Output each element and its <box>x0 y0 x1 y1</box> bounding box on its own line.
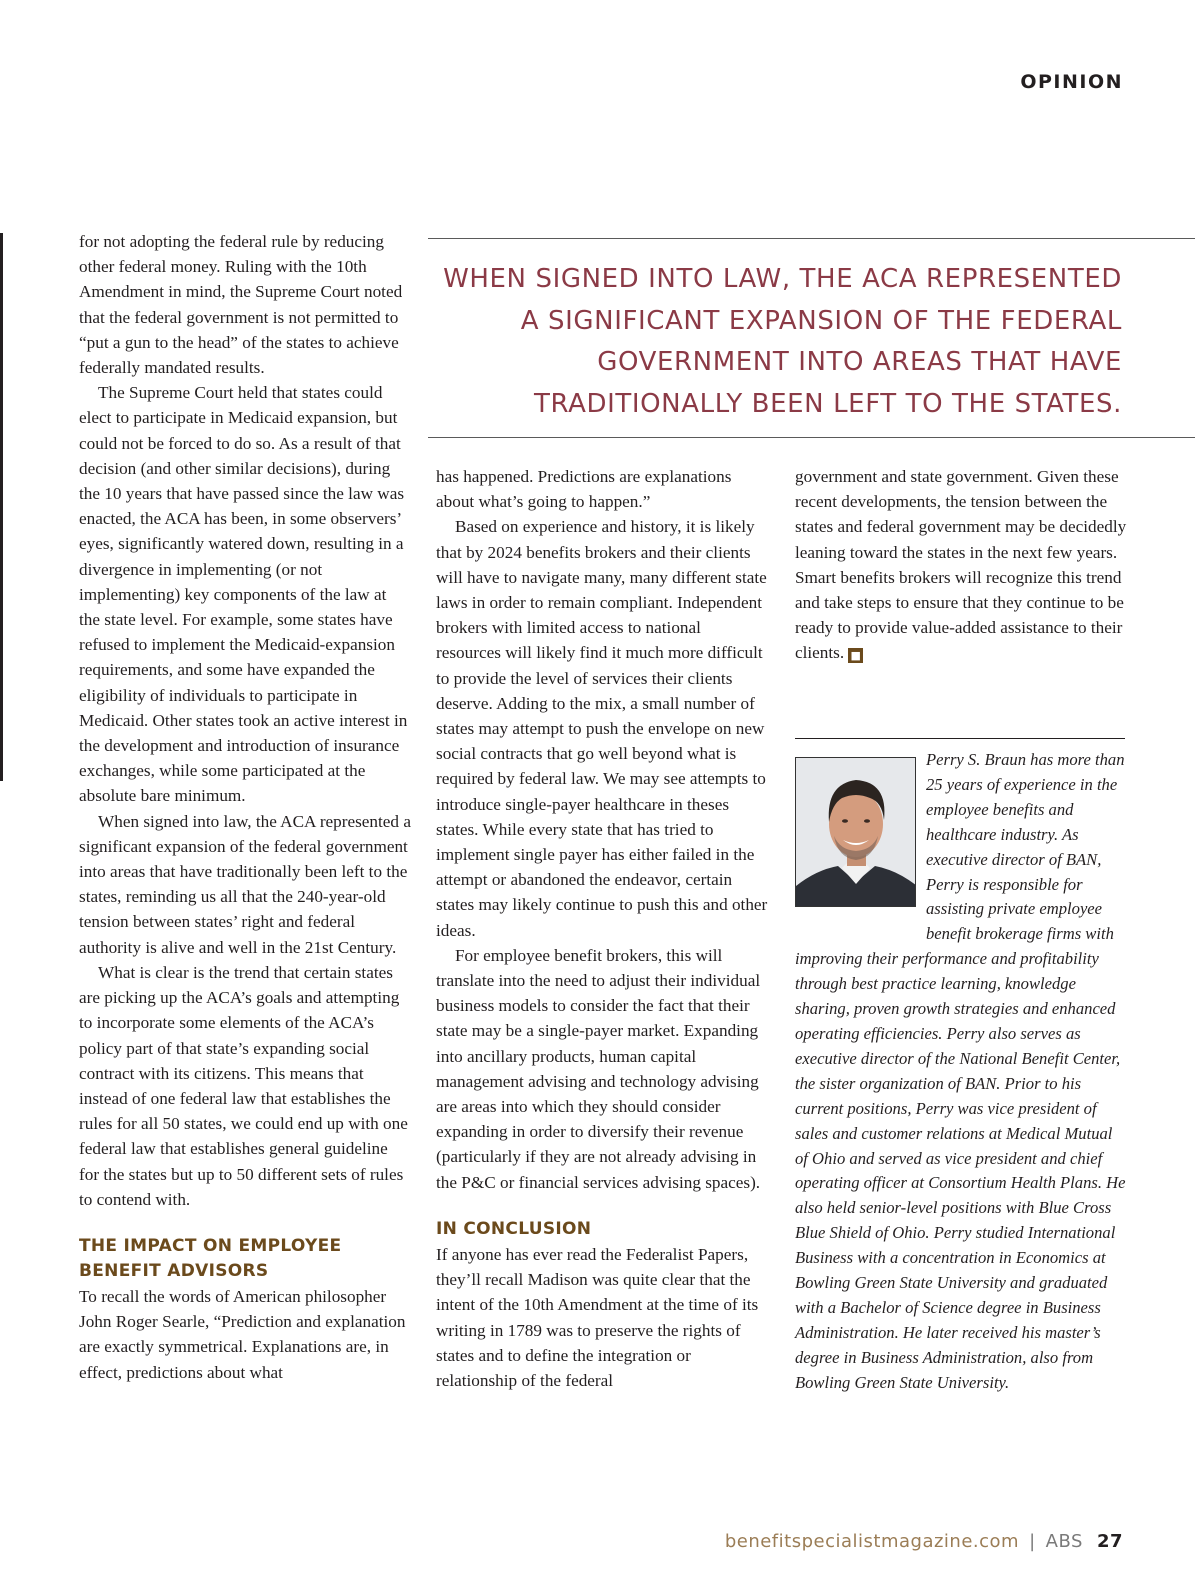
paragraph: has happened. Predictions are explanations about what’s going to happen.” <box>436 467 732 512</box>
pull-quote-line: A SIGNIFICANT EXPANSION OF THE FEDERAL <box>520 305 1122 336</box>
bio-text: Perry S. Braun has more than 25 years of experience in the employee benefits and healthcare industry. As executive director of BAN, Perry is responsible for assisting private employee benefit brokerage firms with improving their performance and profitability through best practice learning, knowledge sharing, proven growth strategies and enhanced operating efficiencies. Perry also serves as executive director of the National Benefit Center, the sister organization of BAN. Prior to his current positions, Perry was vice president of sales and customer relations at Medical Mutual of Ohio and served as vice president and chief operating officer at Consortium Health Plans. He also held senior-level positions with Blue Cross Blue Shield of Ohio. Perry studied International Business with a concentration in Economics at Bowling Green State University and graduated with a Bachelor of Science degree in Business Administration. He later received his master’s degree in Business Administration, also from Bowling Green State University. <box>795 750 1126 1392</box>
subhead-line: BENEFIT ADVISORS <box>79 1260 269 1281</box>
end-of-article-icon: ■ <box>848 648 863 663</box>
pull-quote-line: WHEN SIGNED INTO LAW, THE ACA REPRESENTED <box>443 264 1122 294</box>
article-column-2 <box>436 464 770 1393</box>
paragraph: for not adopting the federal rule by reducing other federal money. Ruling with the 10th Amendment in mind, the Supreme Court noted that the federal government is not permitted to “put a gun to the head” of the states to achieve federally mandated results. <box>79 232 403 378</box>
subhead-conclusion: IN CONCLUSION <box>436 1218 592 1239</box>
paragraph-text: government and state government. Given these recent developments, the tension between the states and federal government may be decidedly leaning toward the states in the next few years. Smart benefits brokers will recognize this trend and take steps to ensure that they continue to be ready to provide value-added assistance to their clients. <box>795 467 1127 663</box>
paragraph: Based on experience and history, it is likely that by 2024 benefits brokers and their clients will have to navigate many, many different state laws in order to remain compliant. Independent brokers with limited access to national resources will likely find it much more difficult to provide the level of services their clients deserve. Adding to the mix, a small number of states may attempt to push the envelope on new social contracts that go well beyond what is required by federal law. We may see attempts to introduce single-payer healthcare in theses states. While every state that has tried to implement single payer has either failed in the attempt or abandoned the endeavor, certain states may likely continue to push this and other ideas. <box>436 517 768 940</box>
pull-quote-line: TRADITIONALLY BEEN LEFT TO THE STATES. <box>534 388 1122 419</box>
paragraph: To recall the words of American philosopher John Roger Searle, “Prediction and explanation are exactly symmetrical. Explanations are, in effect, predictions about what <box>79 1286 406 1382</box>
subhead-impact <box>79 1234 411 1284</box>
article-column-3 <box>795 464 1127 666</box>
footer-separator: | <box>1029 1531 1036 1552</box>
paragraph: When signed into law, the ACA represented a significant expansion of the federal government into areas that have traditionally been left to the states, reminding us all that the 240-year-old tension between states’ right and federal authority is alive and well in the 21st Century. <box>79 811 411 957</box>
page-edge-bar <box>0 233 3 781</box>
page-number: 27 <box>1096 1531 1123 1552</box>
paragraph <box>795 464 1127 666</box>
author-bio <box>795 748 1127 1396</box>
section-label: OPINION <box>1020 71 1123 93</box>
paragraph: If anyone has ever read the Federalist Papers, they’ll recall Madison was quite clear that the intent of the 10th Amendment at the time of its writing in 1789 was to preserve the rights of states and to define the integration or relationship of the federal <box>436 1244 759 1390</box>
footer-website-link[interactable]: benefitspecialistmagazine.com <box>724 1531 1020 1552</box>
paragraph: What is clear is the trend that certain states are picking up the ACA’s goals and attempting to incorporate some elements of the ACA’s policy part of that state’s expanding social contract with its citizens. This means that instead of one federal law that establishes the rules for all 50 states, we could end up with one federal law that establishes general guideline for the states but up to 50 different sets of rules to contend with. <box>79 962 408 1209</box>
paragraph: The Supreme Court held that states could elect to participate in Medicaid expansion, but could not be forced to do so. As a result of that decision (and other similar decisions), during the 10 years that have passed since the law was enacted, the ACA has been, in some observers’ eyes, significantly watered down, resulting in a divergence in implementing (or not implementing) key components of the law at the state level. For example, some states have refused to implement the Medicaid-expansion requirements, and some have expanded the eligibility of individuals to participate in Medicaid. Other states took an active interest in the development and introduction of insurance exchanges, while some participated at the absolute bare minimum. <box>79 383 408 806</box>
paragraph: For employee benefit brokers, this will translate into the need to adjust their individual business models to consider the fact that their state may be a single-payer market. Expanding into ancillary products, human capital management advising and technology advising are areas into which they should consider expanding in order to diversify their revenue (particularly if they are not already advising in the P&C or financial services advising spaces). <box>436 945 761 1192</box>
bio-divider <box>795 738 1125 739</box>
pull-quote-line: GOVERNMENT INTO AREAS THAT HAVE <box>597 347 1122 377</box>
article-column-1 <box>79 229 411 1385</box>
footer-publication: ABS <box>1045 1531 1083 1552</box>
photo-spacer <box>795 748 926 924</box>
footer <box>725 1531 1123 1552</box>
pull-quote <box>428 238 1195 438</box>
subhead-line: THE IMPACT ON EMPLOYEE <box>79 1235 342 1256</box>
